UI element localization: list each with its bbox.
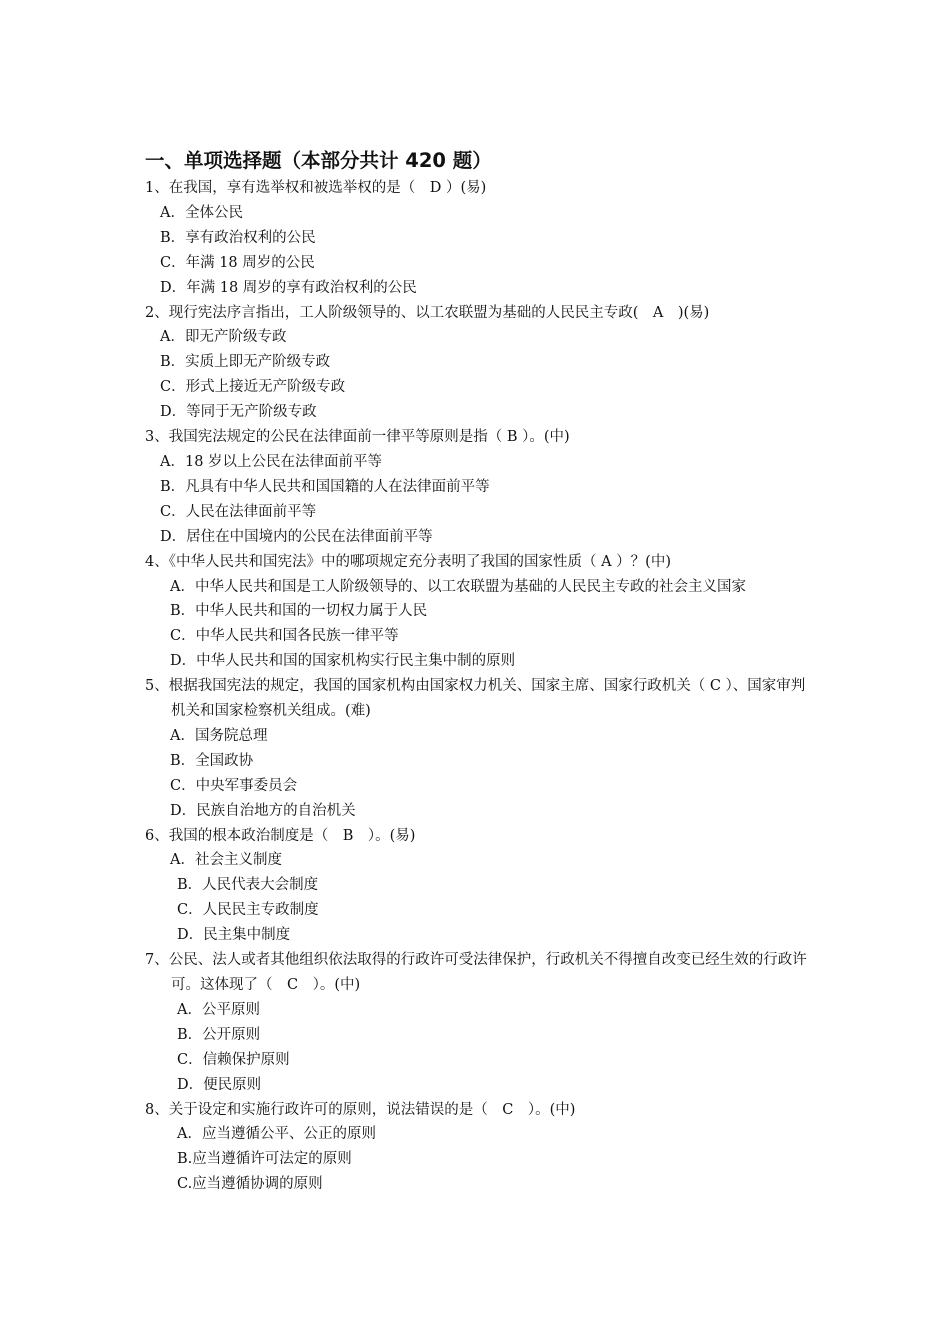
option-c: C．形式上接近无产阶级专政 [160, 379, 346, 396]
option-c: C.应当遵循协调的原则 [177, 1176, 323, 1193]
option-c: C．信赖保护原则 [177, 1051, 290, 1068]
option-a: A．应当遵循公平、公正的原则 [177, 1126, 376, 1143]
option-b: B．中华人民共和国的一切权力属于人民 [170, 603, 428, 620]
question-stem: 2、现行宪法序言指出，工人阶级领导的、以工农联盟为基础的人民民主专政( A )(易) [145, 304, 710, 321]
question-1 [145, 176, 815, 301]
option-b: B．实质上即无产阶级专政 [160, 354, 331, 371]
question-stem: 7、公民、法人或者其他组织依法取得的行政许可受法律保护，行政机关不得擅自改变已经生效的行政许可。这体现了（ C ）。(中) [145, 952, 807, 993]
option-a: A．公平原则 [177, 1001, 260, 1018]
question-4 [145, 550, 815, 675]
option-b: B．享有政治权利的公民 [160, 229, 316, 246]
question-2 [145, 301, 815, 426]
option-d: D．民族自治地方的自治机关 [170, 802, 356, 819]
option-b: B．全国政协 [170, 752, 254, 769]
option-a: A．18 岁以上公民在法律面前平等 [160, 453, 383, 470]
question-stem: 3、我国宪法规定的公民在法律面前一律平等原则是指（ B ）。(中) [145, 429, 570, 446]
option-b: B．公开原则 [177, 1026, 261, 1043]
section-title: 一、单项选择题（本部分共计 420 题） [145, 149, 492, 172]
option-b: B.应当遵循许可法定的原则 [177, 1151, 352, 1168]
question-5 [145, 674, 815, 823]
option-a: A．全体公民 [160, 204, 243, 221]
option-c: C．人民在法律面前平等 [160, 503, 317, 520]
question-stem: 5、根据我国宪法的规定，我国的国家机构由国家权力机关、国家主席、国家行政机关（ C ）、国家审判机关和国家检察机关组成。(难) [145, 678, 806, 720]
option-d: D．便民原则 [177, 1076, 262, 1093]
option-d: D．居住在中国境内的公民在法律面前平等 [160, 528, 433, 545]
option-c: C．人民民主专政制度 [177, 902, 319, 919]
option-d: D．民主集中制度 [177, 927, 291, 944]
document-content [145, 146, 815, 1197]
option-c: C．中华人民共和国各民族一律平等 [170, 628, 399, 645]
question-7 [145, 948, 815, 1097]
option-a: A．国务院总理 [170, 727, 268, 744]
question-stem: 1、在我国，享有选举权和被选举权的是（ D ）(易) [145, 180, 487, 196]
question-stem: 8、关于设定和实施行政许可的原则，说法错误的是（ C ）。(中) [145, 1101, 576, 1118]
option-b: B．凡具有中华人民共和国国籍的人在法律面前平等 [160, 478, 490, 495]
option-a: A．社会主义制度 [170, 852, 282, 869]
question-stem: 6、我国的根本政治制度是（ B ）。(易) [145, 827, 416, 844]
question-stem: 4、《中华人民共和国宪法》中的哪项规定充分表明了我国的国家性质（ A ）？(中) [145, 553, 671, 570]
option-d: D．年满 18 周岁的享有政治权利的公民 [160, 279, 417, 296]
option-d: D．等同于无产阶级专政 [160, 404, 317, 421]
option-a: A．中华人民共和国是工人阶级领导的、以工农联盟为基础的人民民主专政的社会主义国家 [170, 578, 746, 595]
question-6 [145, 824, 815, 949]
question-8 [145, 1098, 815, 1198]
option-a: A．即无产阶级专政 [160, 329, 287, 346]
question-3 [145, 425, 815, 550]
option-c: C．中央军事委员会 [170, 777, 298, 794]
option-c: C．年满 18 周岁的公民 [160, 254, 315, 271]
option-b: B．人民代表大会制度 [177, 877, 319, 894]
option-d: D．中华人民共和国的国家机构实行民主集中制的原则 [170, 653, 516, 670]
